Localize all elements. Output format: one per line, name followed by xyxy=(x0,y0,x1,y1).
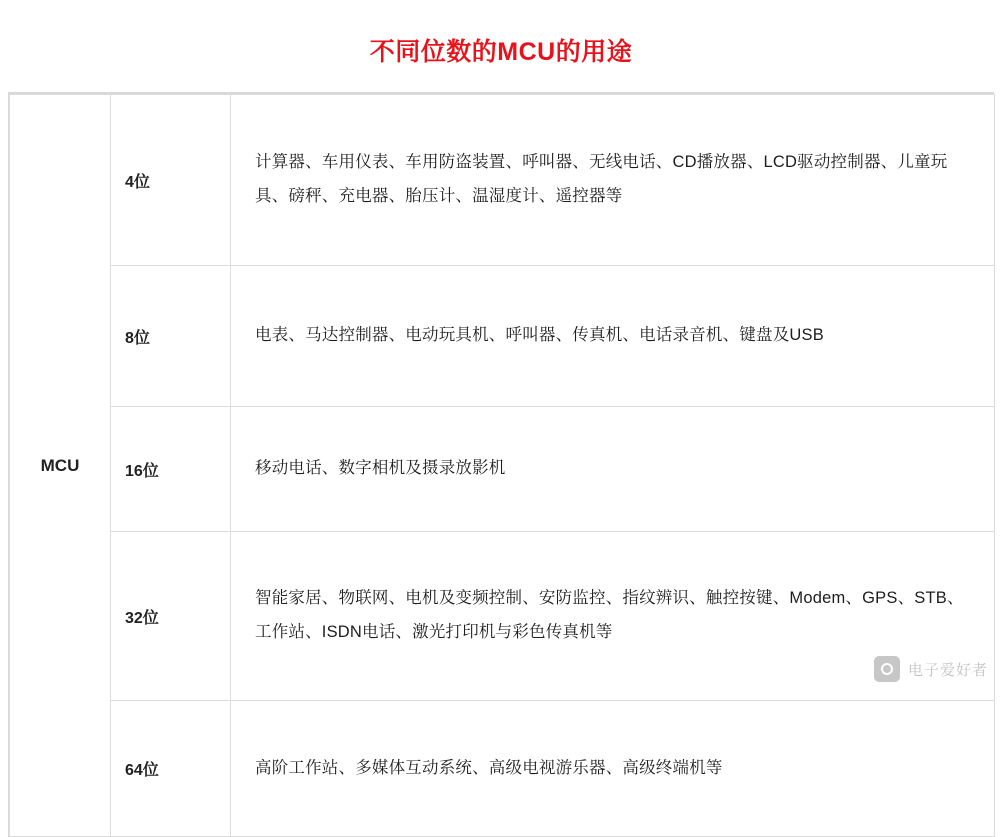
watermark-label: 电子爱好者 xyxy=(907,661,988,679)
mcu-usage-table-wrapper xyxy=(8,93,994,837)
page-title: 不同位数的MCU的用途 xyxy=(369,38,633,66)
table-row xyxy=(10,95,995,266)
mcu-usage-table xyxy=(9,94,995,837)
table-row xyxy=(10,532,995,701)
cell-bits-16: 16位 xyxy=(111,407,231,532)
document-title-bar xyxy=(8,8,994,93)
watermark xyxy=(874,656,988,682)
table-row xyxy=(10,266,995,407)
cell-bits-8: 8位 xyxy=(111,266,231,407)
cell-description-8: 电表、马达控制器、电动玩具机、呼叫器、传真机、电话录音机、键盘及USB xyxy=(231,266,995,407)
circle-logo-icon xyxy=(874,656,900,682)
cell-bits-32: 32位 xyxy=(111,532,231,701)
cell-description-64: 高阶工作站、多媒体互动系统、高级电视游乐器、高级终端机等 xyxy=(231,701,995,837)
cell-description-4: 计算器、车用仪表、车用防盗装置、呼叫器、无线电话、CD播放器、LCD驱动控制器、儿童玩具、磅秤、充电器、胎压计、温湿度计、遥控器等 xyxy=(231,95,995,266)
cell-bits-4: 4位 xyxy=(111,95,231,266)
row-header-mcu: MCU xyxy=(10,95,111,837)
table-row xyxy=(10,407,995,532)
table-row xyxy=(10,701,995,837)
cell-description-16: 移动电话、数字相机及摄录放影机 xyxy=(231,407,995,532)
cell-description-32: 智能家居、物联网、电机及变频控制、安防监控、指纹辨识、触控按键、Modem、GPS、STB、工作站、ISDN电话、激光打印机与彩色传真机等 xyxy=(231,532,995,701)
cell-bits-64: 64位 xyxy=(111,701,231,837)
